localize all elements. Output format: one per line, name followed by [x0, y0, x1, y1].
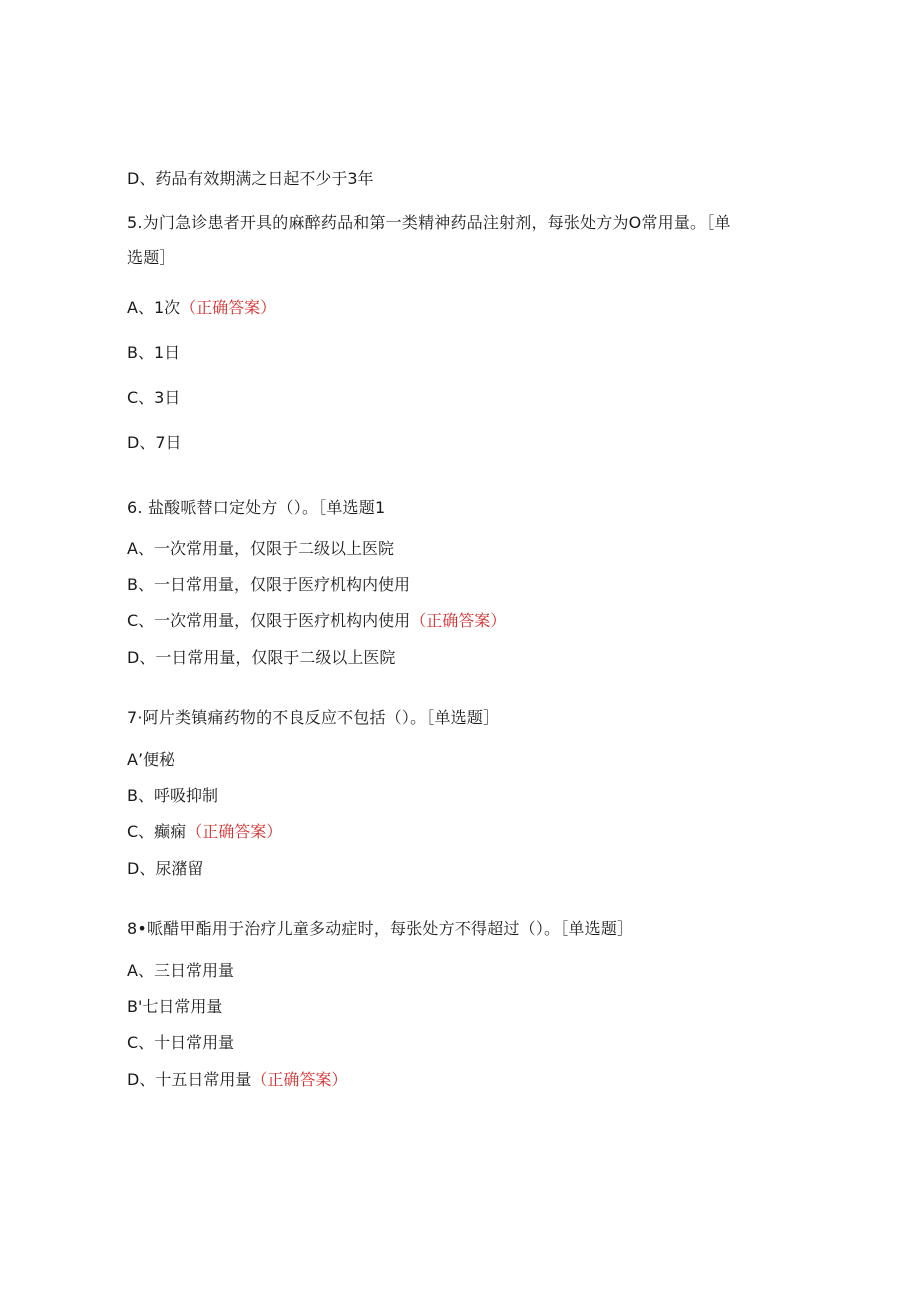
question-8-option-c: C、十日常用量 — [127, 1033, 235, 1052]
option-text: A、1次 — [127, 298, 181, 317]
question-6-option-a: A、一次常用量，仅限于二级以上医院 — [127, 539, 394, 558]
option-text: D、十五日常用量 — [127, 1070, 252, 1089]
option-text: C、一次常用量，仅限于医疗机构内使用 — [127, 611, 411, 630]
question-6-option-c — [127, 611, 506, 631]
question-5-text-line2: 选题］ — [127, 248, 176, 267]
prev-option-d: D、药品有效期满之日起不少于3年 — [127, 169, 374, 188]
correct-answer-mark: （正确答案） — [180, 298, 277, 317]
question-5-option-a — [127, 298, 276, 318]
question-7-option-c — [127, 822, 282, 842]
question-6-option-b: B、一日常用量，仅限于医疗机构内使用 — [127, 575, 410, 594]
question-5-option-d: D、7日 — [127, 433, 182, 452]
question-5-text-line1: 5.为门急诊患者开具的麻醉药品和第一类精神药品注射剂，每张处方为O常用量。［单 — [127, 213, 731, 232]
question-7-option-a: A’便秘 — [127, 750, 176, 769]
question-6-text: 6. 盐酸哌替口定处方（）。［单选题1 — [127, 498, 386, 517]
question-5-option-c: C、3日 — [127, 388, 181, 407]
question-7-text: 7·阿片类镇痛药物的不良反应不包括（）。［单选题］ — [127, 708, 500, 727]
correct-answer-mark: （正确答案） — [410, 611, 507, 630]
question-8-option-b: B'七日常用量 — [127, 997, 223, 1016]
option-text: C、癫痫 — [127, 822, 187, 841]
question-8-text: 8•哌醋甲酯用于治疗儿童多动症时，每张处方不得超过（）。［单选题］ — [127, 919, 634, 938]
question-7-option-b: B、呼吸抑制 — [127, 786, 218, 805]
question-5-option-b: B、1日 — [127, 343, 181, 362]
question-7-option-d: D、尿潴留 — [127, 859, 204, 878]
question-8-option-d — [127, 1070, 347, 1090]
question-8-option-a: A、三日常用量 — [127, 961, 234, 980]
correct-answer-mark: （正确答案） — [251, 1070, 348, 1089]
correct-answer-mark: （正确答案） — [186, 822, 283, 841]
question-6-option-d: D、一日常用量，仅限于二级以上医院 — [127, 648, 396, 667]
